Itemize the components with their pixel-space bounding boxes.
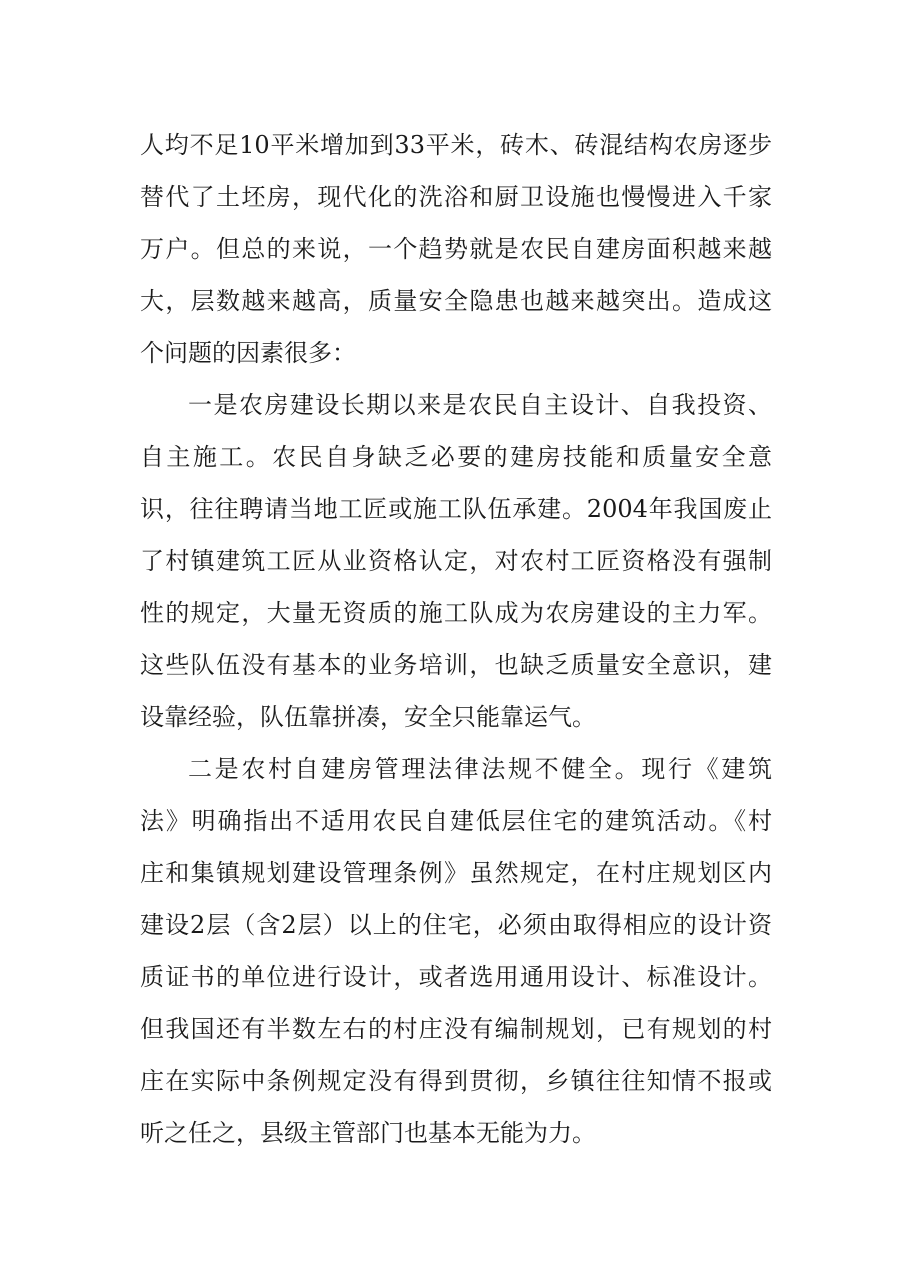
paragraph-2-line-4: 了村镇建筑工匠从业资格认定，对农村工匠资格没有强制 [140,547,772,575]
paragraph-3-line-5: 质证书的单位进行设计，或者选用通用设计、标准设计。 [140,963,772,991]
paragraph-1-line-3: 万户。但总的来说，一个趋势就是农民自建房面积越来越 [140,235,772,263]
paragraph-1-line-5: 个问题的因素很多： [140,339,356,367]
paragraph-3-line-6: 但我国还有半数左右的村庄没有编制规划，已有规划的村 [140,1015,772,1043]
paragraph-2-line-3: 识，往往聘请当地工匠或施工队伍承建。2004年我国废止 [140,495,772,523]
paragraph-1-line-4: 大，层数越来越高，质量安全隐患也越来越突出。造成这 [140,287,772,315]
paragraph-2-line-5: 性的规定，大量无资质的施工队成为农房建设的主力军。 [140,599,772,627]
paragraph-3-line-1: 二是农村自建房管理法律法规不健全。现行《建筑 [188,755,772,783]
paragraph-1-line-1: 人均不足10平米增加到33平米，砖木、砖混结构农房逐步 [140,131,772,159]
paragraph-3-line-4: 建设2层（含2层）以上的住宅，必须由取得相应的设计资 [140,911,772,939]
paragraph-2-line-7: 设靠经验，队伍靠拼凑，安全只能靠运气。 [140,703,596,731]
paragraph-2-line-1: 一是农房建设长期以来是农民自主设计、自我投资、 [188,391,772,419]
paragraph-2-line-6: 这些队伍没有基本的业务培训，也缺乏质量安全意识，建 [140,651,772,679]
paragraph-2-line-2: 自主施工。农民自身缺乏必要的建房技能和质量安全意 [140,443,772,471]
paragraph-3-line-7: 庄在实际中条例规定没有得到贯彻，乡镇往往知情不报或 [140,1067,772,1095]
paragraph-3-line-3: 庄和集镇规划建设管理条例》虽然规定，在村庄规划区内 [140,859,772,887]
paragraph-1-line-2: 替代了土坯房，现代化的洗浴和厨卫设施也慢慢进入千家 [140,183,772,211]
paragraph-3-line-8: 听之任之，县级主管部门也基本无能为力。 [140,1119,596,1147]
paragraph-3-line-2: 法》明确指出不适用农民自建低层住宅的建筑活动。《村 [140,807,772,835]
